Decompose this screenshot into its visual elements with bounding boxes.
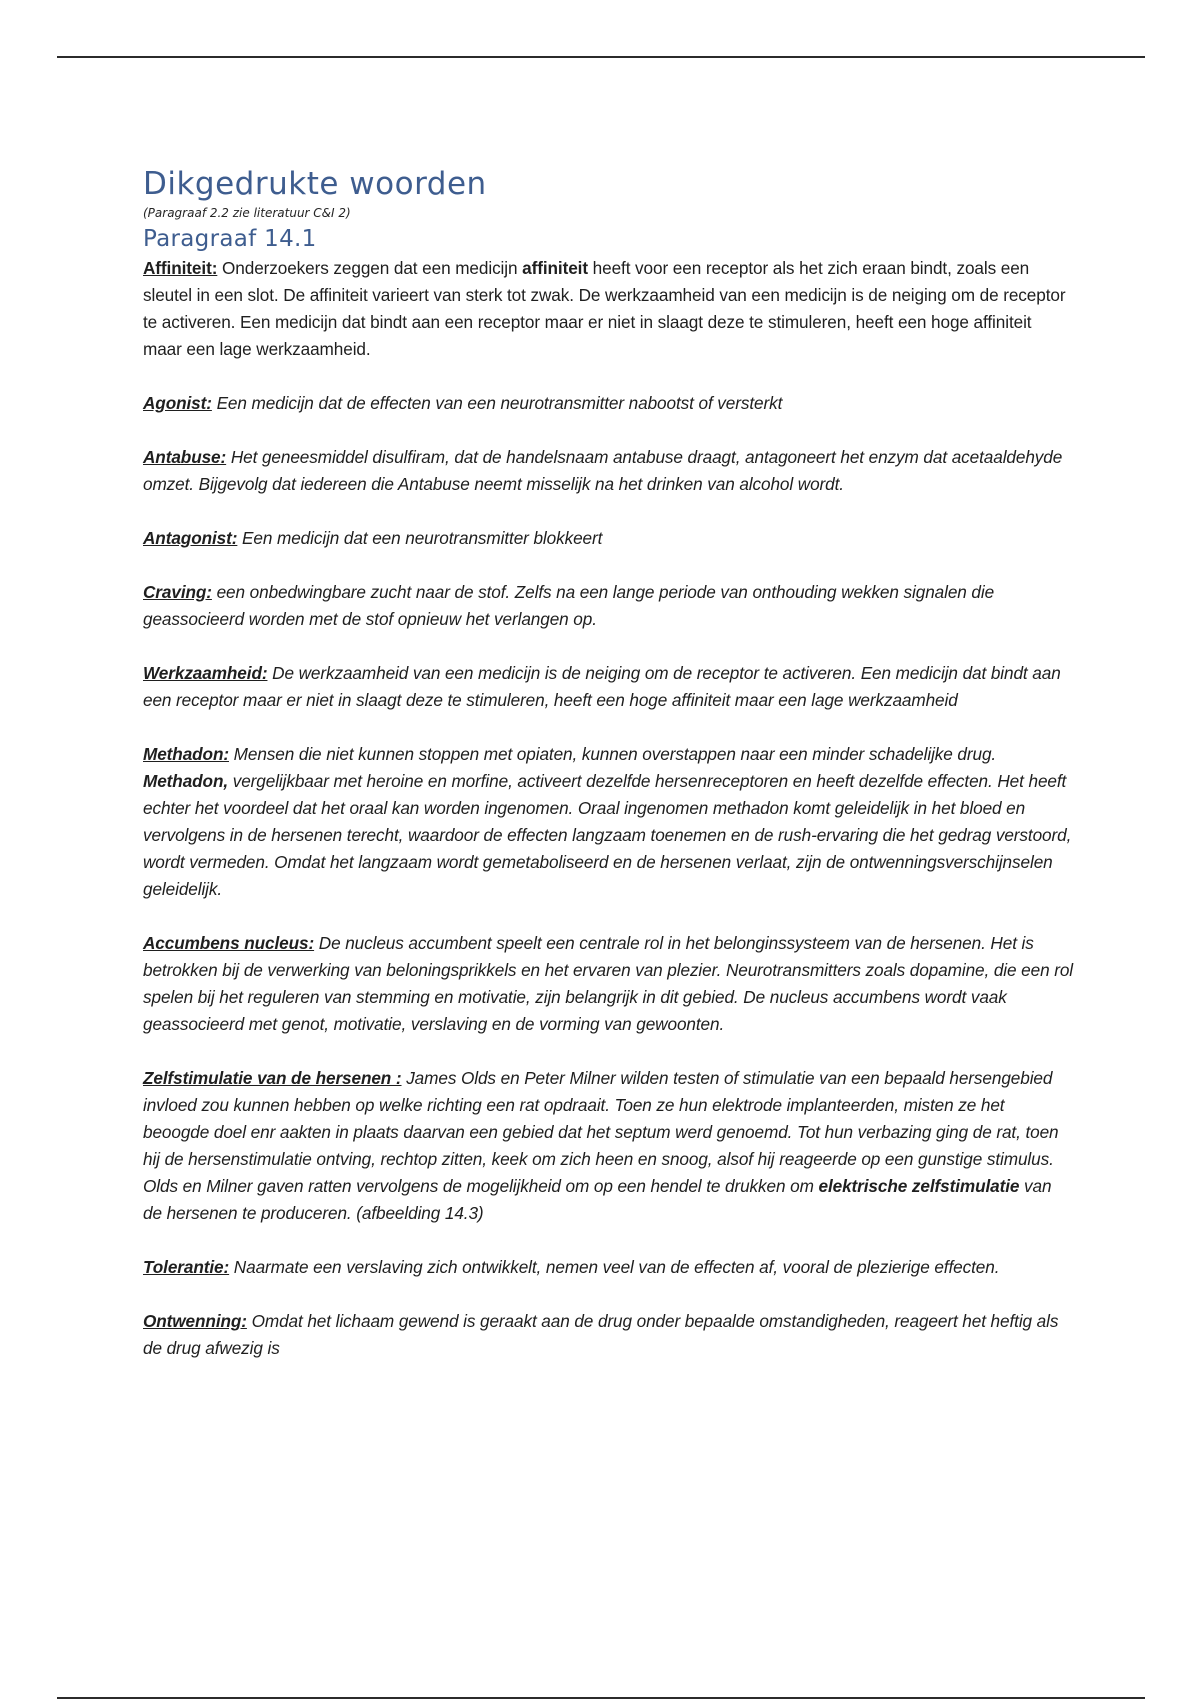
- bold-term: affiniteit: [522, 258, 588, 278]
- entry-term: Antagonist:: [143, 528, 238, 548]
- entry-craving: [143, 579, 1073, 633]
- entry-text: Een medicijn dat de effecten van een neurotransmitter nabootst of versterkt: [211, 393, 783, 413]
- document-body: [143, 162, 1073, 1389]
- section-heading: Paragraaf 14.1: [143, 226, 317, 252]
- entry-term: Ontwenning:: [143, 1311, 247, 1331]
- entry-text: van de hersenen te produceren. (afbeelding 14.3): [143, 1176, 1052, 1223]
- entry-text: heeft voor een receptor als het zich eraan bindt, zoals een sleutel in een slot. De affiniteit varieert van sterk tot zwak. De werkzaamheid van een medicijn is de neiging om de receptor te activeren. Een medicijn dat bindt aan een receptor maar er niet in slaagt deze te stimuleren, heeft een hoge affiniteit maar een lage werkzaamheid.: [143, 258, 1066, 359]
- entry-text: Naarmate een verslaving zich ontwikkelt, nemen veel van de effecten af, vooral de plezierige effecten.: [229, 1257, 1000, 1277]
- entry-accumbens: [143, 930, 1073, 1038]
- entry-tolerantie: [143, 1254, 1073, 1281]
- entry-text: De nucleus accumbent speelt een centrale rol in het belonginssysteem van de hersenen. Het is betrokken bij de verwerking van beloningsprikkels en het ervaren van plezier. Neurotransmitters zoals dopamine, die een rol spelen bij het reguleren van stemming en motivatie, zijn belangrijk in dit gebied. De nucleus accumbens wordt vaak geassocieerd met genot, motivatie, verslaving en de vorming van gewoonten.: [143, 933, 1074, 1034]
- entry-ontwenning: [143, 1308, 1073, 1362]
- entry-text: Mensen die niet kunnen stoppen met opiaten, kunnen overstappen naar een minder schadelijke drug.: [228, 744, 997, 764]
- entry-term: Methadon:: [143, 744, 229, 764]
- footer-rule: [57, 1697, 1145, 1699]
- entry-werkzaamheid: [143, 660, 1073, 714]
- entry-term: Accumbens nucleus:: [143, 933, 315, 953]
- entry-antabuse: [143, 444, 1073, 498]
- entry-agonist: [143, 390, 1073, 417]
- literature-note: (Paragraaf 2.2 zie literatuur C&I 2): [143, 206, 351, 220]
- entry-text: Omdat het lichaam gewend is geraakt aan de drug onder bepaalde omstandigheden, reageert het heftig als de drug afwezig is: [143, 1311, 1059, 1358]
- entry-text: De werkzaamheid van een medicijn is de neiging om de receptor te activeren. Een medicijn dat bindt aan een receptor maar er niet in slaagt deze te stimuleren, heeft een hoge affiniteit maar een lage werkzaamheid: [143, 663, 1061, 710]
- entry-term: Zelfstimulatie van de hersenen :: [143, 1068, 402, 1088]
- bold-term: Methadon,: [143, 771, 229, 791]
- entry-text: een onbedwingbare zucht naar de stof. Zelfs na een lange periode van onthouding wekken signalen die geassocieerd worden met de stof opnieuw het verlangen op.: [143, 582, 995, 629]
- entry-text: James Olds en Peter Milner wilden testen of stimulatie van een bepaald hersengebied invloed zou kunnen hebben op welke richting een rat opdraait. Toen ze hun elektrode implanteerden, misten ze het beoogde doel enr aakten in plaats daarvan een gebied dat het septum werd genoemd. Tot hun verbazing ging de rat, toen hij de hersenstimulatie ontving, rechtop zitten, keek om zich heen en snoog, alsof hij reageerde op een gunstige stimulus. Olds en Milner gaven ratten vervolgens de mogelijkheid om op een hendel te drukken om: [143, 1068, 1059, 1196]
- entry-text: vergelijkbaar met heroine en morfine, activeert dezelfde hersenreceptoren en heeft dezelfde effecten. Het heeft echter het voordeel dat het oraal kan worden ingenomen. Oraal ingenomen methadon komt geleidelijk in het bloed en vervolgens in de hersenen terecht, waardoor de effecten langzaam toenemen en de rush-ervaring die het gedrag verstoord, wordt vermeden. Omdat het langzaam wordt gemetaboliseerd en de hersenen verlaat, zijn de ontwenningsverschijnselen geleidelijk.: [143, 771, 1072, 899]
- entry-term: Werkzaamheid:: [143, 663, 268, 683]
- entry-methadon: [143, 741, 1073, 903]
- entry-text: Onderzoekers zeggen dat een medicijn: [217, 258, 523, 278]
- page-title: Dikgedrukte woorden: [143, 166, 487, 202]
- entry-term: Antabuse:: [143, 447, 227, 467]
- bold-term: elektrische zelfstimulatie: [818, 1176, 1020, 1196]
- entry-term: Affiniteit:: [143, 258, 218, 278]
- entry-text: Het geneesmiddel disulfiram, dat de handelsnaam antabuse draagt, antagoneert het enzym dat acetaaldehyde omzet. Bijgevolg dat iedereen die Antabuse neemt misselijk na het drinken van alcohol wordt.: [143, 447, 1063, 494]
- entry-affiniteit: [143, 255, 1073, 363]
- entry-antagonist: [143, 525, 1073, 552]
- header-rule: [57, 56, 1145, 58]
- entry-term: Agonist:: [143, 393, 212, 413]
- entry-term: Tolerantie:: [143, 1257, 230, 1277]
- entry-zelfstimulatie: [143, 1065, 1073, 1227]
- entry-text: Een medicijn dat een neurotransmitter blokkeert: [237, 528, 603, 548]
- entry-term: Craving:: [143, 582, 212, 602]
